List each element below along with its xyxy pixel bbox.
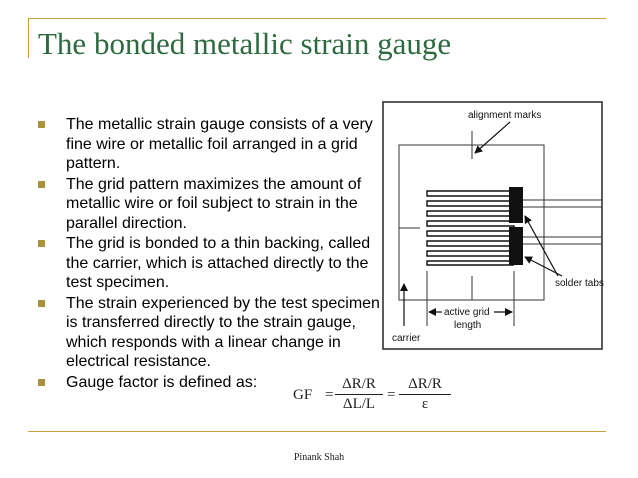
bullet-text: Gauge factor is defined as: [66,373,258,391]
label-active-grid: active grid [444,307,490,318]
bullet-square-icon [38,300,45,307]
title-accent-top-line [28,18,606,19]
label-active-grid-length: length [454,320,482,331]
formula-lhs: GF [293,387,313,403]
fraction-1-denominator: ΔL/L [342,396,376,412]
label-carrier: carrier [392,333,421,344]
gauge-factor-formula [293,376,473,416]
fraction-1-numerator: ΔR/R [335,376,383,395]
footer-author: Pinank Shah [293,452,345,463]
label-alignment-marks: alignment marks [468,110,542,121]
formula-equals-1: = [325,387,334,403]
formula-equals-2: = [387,387,396,403]
bullet-square-icon [38,181,45,188]
formula-fraction-1 [335,376,383,414]
solder-tab-top [509,187,523,223]
solder-tab-bottom [509,227,523,265]
fraction-2-numerator: ΔR/R [399,376,451,395]
title-accent-vertical-line [28,18,29,58]
bullet-item [38,234,388,293]
bullet-item [38,115,388,174]
strain-gauge-diagram [382,101,604,351]
bullet-text: The grid is bonded to a thin backing, called the carrier, which is attached directly to the test specimen. [66,235,371,291]
bullet-square-icon [38,240,45,247]
bullet-square-icon [38,121,45,128]
bullet-item [38,294,388,372]
fraction-2-denominator: ε [421,396,429,412]
formula-fraction-2 [399,376,451,414]
bullet-item [38,175,388,234]
bullet-list [38,115,388,393]
bullet-text: The metallic strain gauge consists of a very fine wire or metallic foil arranged in a grid pattern. [66,116,373,172]
bullet-square-icon [38,379,45,386]
footer-divider-line [28,431,606,432]
slide-title: The bonded metallic strain gauge [38,26,452,61]
bullet-text: The strain experienced by the test specimen is transferred directly to the strain gauge, which responds with a linear change in electrical resistance. [66,294,380,370]
bullet-text: The grid pattern maximizes the amount of metallic wire or foil subject to strain in the parallel direction. [66,175,362,232]
label-solder-tabs: solder tabs [555,278,604,289]
